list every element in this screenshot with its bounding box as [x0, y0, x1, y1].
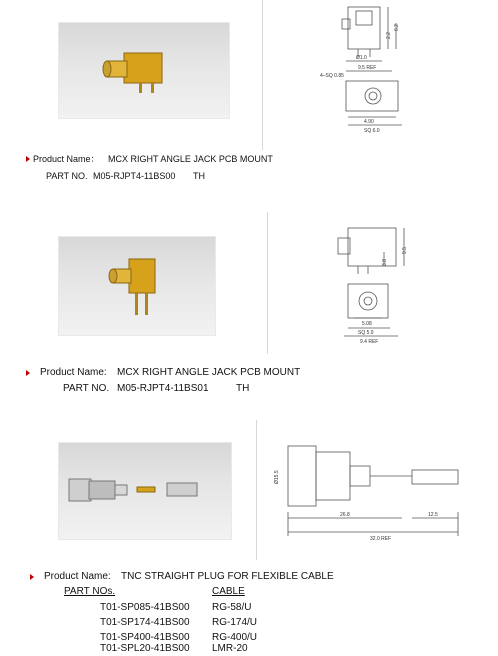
tnc-connector-image: [59, 443, 231, 539]
dim-2-3: 5.08: [362, 321, 372, 327]
dim-1-5: 4–SQ 0.85: [320, 73, 344, 79]
divider-1: [262, 0, 263, 150]
dim-3-1: Ø15.5: [274, 470, 280, 484]
product-2-name: MCX RIGHT ANGLE JACK PCB MOUNT: [117, 367, 301, 378]
product-2-part-suffix: TH: [236, 383, 250, 394]
bullet-2-icon: [26, 370, 30, 376]
mcx-connector-1-image: [59, 23, 229, 118]
table-header-part-nos: PART NOs.: [64, 586, 116, 597]
table-row-2-part: T01-SP174-41BS00: [100, 617, 190, 628]
dim-1-7: SQ 6.0: [364, 128, 380, 134]
product-1-part-label: PART NO.: [46, 171, 88, 181]
dim-1-4: 9.5 REF: [358, 65, 377, 71]
product-2-part-label: PART NO.: [63, 383, 110, 394]
dim-3-4: 32.0 REF: [370, 536, 392, 542]
dim-1-1: 6.2: [394, 24, 400, 31]
dim-2-2: 3.8: [382, 259, 388, 266]
divider-3: [256, 420, 257, 560]
dim-3-2: 26.8: [340, 512, 350, 518]
mcx-connector-2-image: [59, 237, 215, 335]
product-1-photo: [58, 22, 230, 119]
dim-2-5: 9.4 REF: [360, 339, 379, 345]
table-row-1-part: T01-SP085-41BS00: [100, 602, 190, 613]
product-3-photo: [58, 442, 232, 540]
bullet-3-icon: [30, 574, 34, 580]
dim-3-3: 12.5: [428, 512, 438, 518]
dim-1-6: 4.90: [364, 119, 374, 125]
divider-2: [267, 212, 268, 354]
product-1-part-suffix: TH: [193, 171, 205, 181]
product-3-drawing: [262, 440, 472, 548]
dim-1-2: 2.2: [386, 32, 392, 39]
product-1-drawing: [318, 5, 428, 140]
table-row-2-cable: RG-174/U: [212, 617, 258, 628]
product-1-name-label: Product Name：: [33, 154, 100, 164]
table-row-1-cable: RG-58/U: [212, 602, 252, 613]
product-2-name-label: Product Name:: [40, 367, 107, 378]
product-3-name: TNC STRAIGHT PLUG FOR FLEXIBLE CABLE: [121, 571, 334, 582]
dim-2-4: SQ 5.9: [358, 330, 374, 336]
bullet-1-icon: [26, 156, 30, 162]
product-1-name: MCX RIGHT ANGLE JACK PCB MOUNT: [108, 154, 273, 164]
product-3-name-label: Product Name:: [44, 571, 111, 582]
dim-1-3: Ø1.0: [356, 55, 367, 61]
product-2-photo: [58, 236, 216, 336]
product-2-drawing: [318, 222, 428, 347]
table-header-cable: CABLE: [212, 586, 245, 597]
table-row-4-part: T01-SPL20-41BS00: [100, 643, 190, 654]
table-row-4-cable: LMR-20: [212, 643, 248, 654]
product-2-part-no: M05-RJPT4-11BS01: [117, 383, 209, 394]
product-1-part-no: M05-RJPT4-11BS00: [93, 171, 176, 181]
table-row-3-part: T01-SP400-41BS00: [100, 632, 190, 643]
dim-2-1: 9.5: [402, 247, 408, 254]
table-row-3-cable: RG-400/U: [212, 632, 258, 643]
